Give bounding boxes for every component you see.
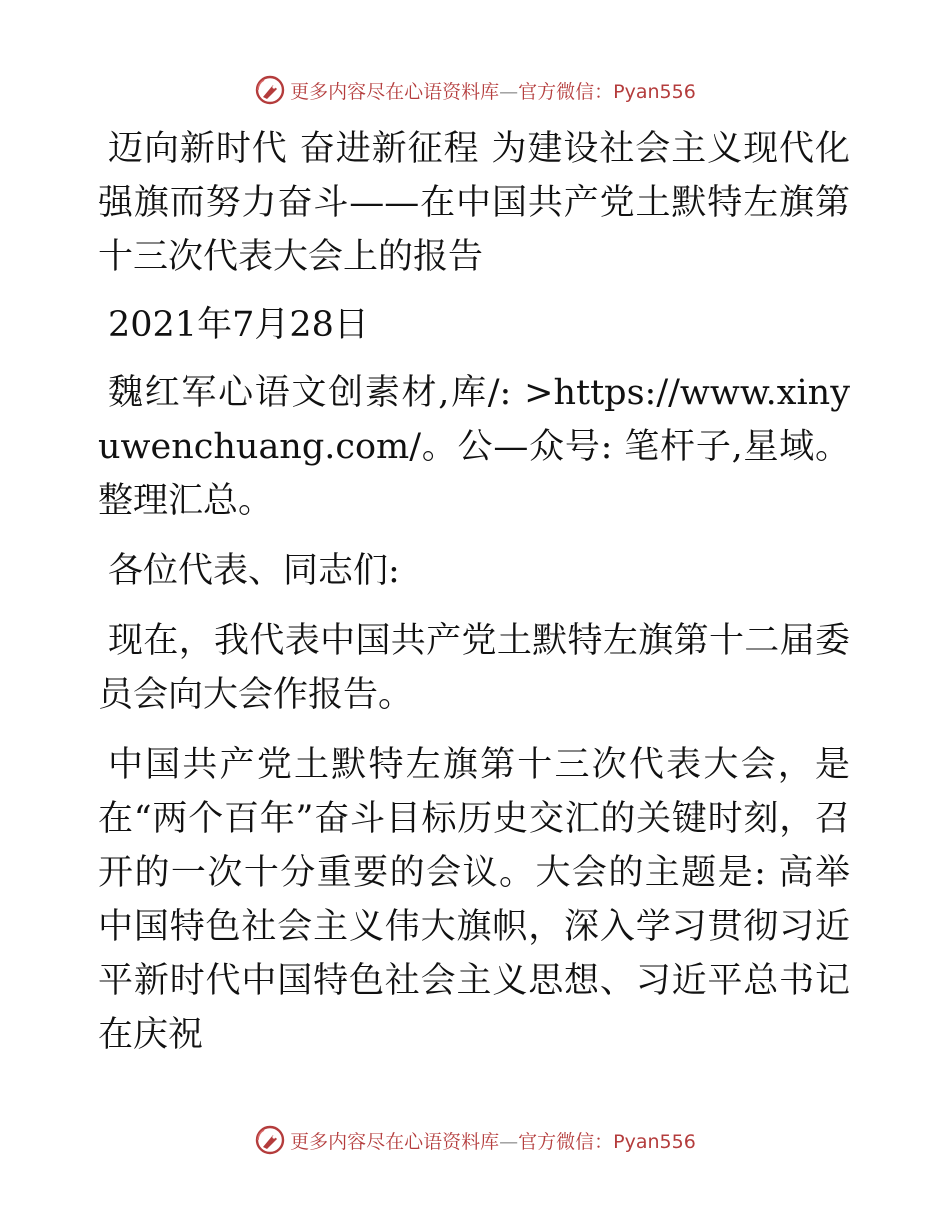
header-watermark [0,70,950,110]
pen-nib-circle-icon [254,1124,286,1156]
salutation: 各位代表、同志们: [108,551,400,591]
watermark-separator: — [499,80,519,103]
document-date: 2021年7月28日 [108,305,369,345]
watermark-contact: 官方微信：Pyan556 [518,80,696,103]
document-body [98,122,850,1078]
watermark-text: 更多内容尽在心语资料库 [290,80,500,103]
watermark-label [290,77,696,104]
document-title: 迈向新时代 奋进新征程 为建设社会主义现代化强旗而努力奋斗——在中国共产党土默特左旗第十三次代表大会上的报告 [98,129,850,277]
source-note: 魏红军心语文创素材,库/: >https://www.xinyuwenchuang.com/。公—众号: 笔杆子,星域。整理汇总。 [98,373,850,521]
paragraph-1: 现在，我代表中国共产党土默特左旗第十二届委员会向大会作报告。 [98,621,850,715]
watermark-contact: 官方微信：Pyan556 [518,1130,696,1153]
watermark-separator: — [499,1130,519,1153]
paragraph-2: 中国共产党土默特左旗第十三次代表大会，是在“两个百年”奋斗目标历史交汇的关键时刻，召开的一次十分重要的会议。大会的主题是: 高举中国特色社会主义伟大旗帜，深入学习贯彻习近平新时代中国特色社会主义思想、习近平总书记在庆祝 [98,745,850,1055]
watermark-label [290,1127,696,1154]
footer-watermark [0,1120,950,1160]
watermark-text: 更多内容尽在心语资料库 [290,1130,500,1153]
pen-nib-circle-icon [254,74,286,106]
